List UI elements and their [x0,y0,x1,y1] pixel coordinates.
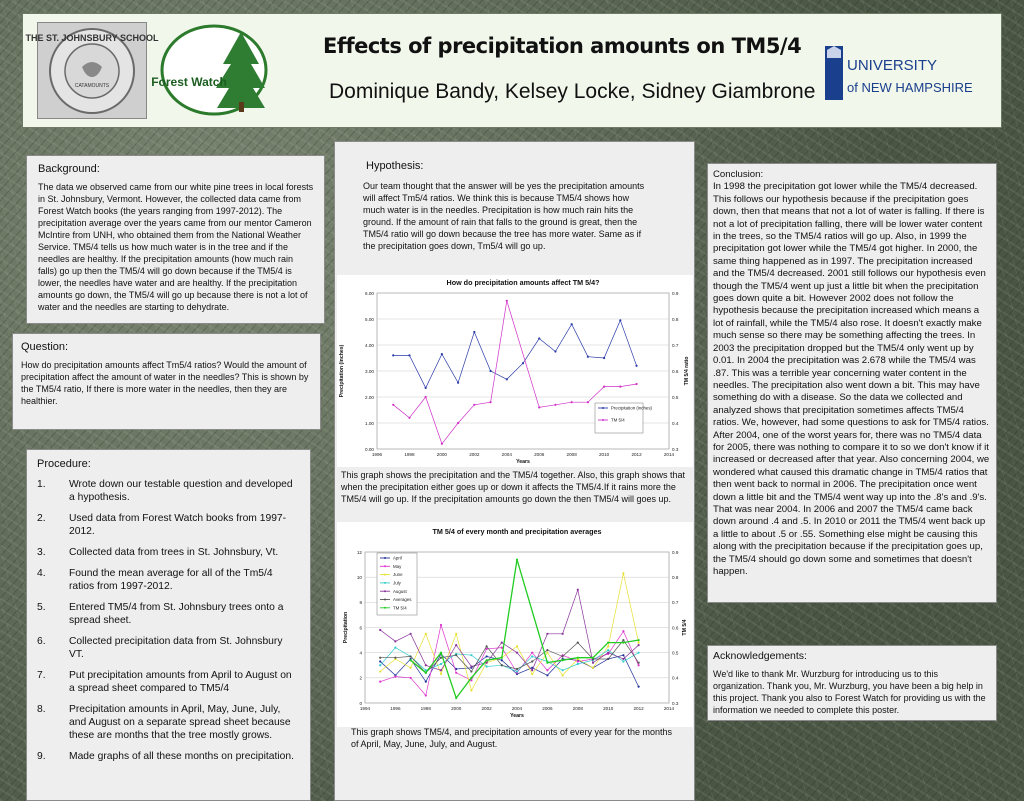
legend-marker [384,582,386,584]
unh-logo [823,42,973,104]
poster-authors: Dominique Bandy, Kelsey Locke, Sidney Giambrone [329,80,816,103]
conclusion-section [707,163,997,603]
y-tick-label: 0.00 [365,446,374,452]
legend-marker [384,607,386,609]
data-point [622,660,624,662]
x-tick-label: 2000 [451,706,462,711]
data-point [607,642,609,644]
legend-label: July [393,580,401,586]
y-tick-label: 6 [359,625,362,631]
x-tick-label: 2008 [566,452,577,457]
data-point [501,659,503,661]
data-point [577,657,579,659]
data-point [622,572,624,574]
y-tick-label: 5.00 [365,316,374,322]
x-tick-label: 2014 [663,452,675,457]
data-point [562,659,564,661]
procedure-step: 5. Entered TM5/4 from St. Johnsbury trees onto a spread sheet. [37,602,284,626]
data-point [470,677,472,679]
data-point [622,654,624,656]
legend-marker [384,590,386,592]
y2-tick-label: 0.6 [672,625,679,631]
data-point [425,387,427,389]
procedure-heading: Procedure: [37,458,91,470]
data-point [622,630,624,632]
y2-tick-label: 0.4 [672,420,679,426]
data-point [441,443,443,445]
legend-label: May [393,563,402,569]
y2-tick-label: 0.3 [672,446,679,452]
y-tick-label: 10 [356,574,362,580]
legend-label: Precipitation (inches) [611,405,652,411]
data-point [516,645,518,647]
procedure-step: 9. Made graphs of all these months on precipitation. [37,751,294,762]
data-point [546,662,548,664]
y-tick-label: 4 [359,650,362,656]
unh-top-text: UNIVERSITY [847,57,938,74]
x-tick-label: 2010 [598,452,610,457]
data-point [638,639,640,641]
data-point [379,681,381,683]
question-heading: Question: [21,341,69,353]
data-point [379,629,381,631]
data-point [470,654,472,656]
x-tick-label: 2012 [631,452,642,457]
data-point [408,354,410,356]
y2-axis-label: TM 5/4 ratio [684,356,690,386]
y2-axis-label: TM 5/4 [682,619,688,636]
data-point [425,672,427,674]
y2-tick-label: 0.8 [672,574,679,580]
data-point [410,655,412,657]
legend-marker [384,574,386,576]
data-point [489,370,491,372]
data-point [440,669,442,671]
hypothesis-text: Our team thought that the answer will be yes the precipitation amounts will affect Tm5/4 ratios. We think this is because TM5/4 shows how much water is in the needles. Precipitation is how much rain hits the ground. If the amount of rain that falls to the ground is great, then the TM5/4 ratio will go down because the tree has more water. Same as if the precipitation goes down, Tm5/4 will go up. [363,181,645,251]
data-point [425,694,427,696]
data-point [501,657,503,659]
x-tick-label: 2002 [481,706,492,711]
data-point [441,353,443,355]
chart2-caption: This graph shows TM5/4, and precipitation amounts of every year for the months of April, May, June, July, and August. [351,727,672,749]
data-point [562,674,564,676]
data-point [531,655,533,657]
y-tick-label: 4.00 [365,342,374,348]
forest-watch-text: Forest Watch [151,75,227,89]
data-point [501,642,503,644]
data-point [440,652,442,654]
data-point [470,689,472,691]
data-point [546,652,548,654]
data-point [592,657,594,659]
data-point [379,664,381,666]
conclusion-heading: Conclusion: [713,169,764,180]
chart1-caption: This graph shows the precipitation and the TM5/4 together. Also, this graph shows that when the precipitation either goes up or down it affects the TM5/4.If it rains more the TM5/4 will go up. If the precipitation amounts go down the then TM5/4 will goes up. [341,470,686,504]
y-axis-label: Precipitation (inches) [339,344,345,398]
acknowledgements-section [707,645,997,721]
y2-tick-label: 0.3 [672,700,679,706]
data-point [457,422,459,424]
data-point [546,633,548,635]
data-point [622,642,624,644]
procedure-step: 7. Put precipitation amounts from April to August on a spread sheet compared to TM5/4 [37,670,292,694]
data-point [457,382,459,384]
data-point [638,644,640,646]
data-point [531,673,533,675]
data-point [531,660,533,662]
legend-marker [602,407,604,409]
legend-label: April [393,555,402,561]
data-point [410,659,412,661]
data-point [554,350,556,352]
data-point [571,401,573,403]
x-axis-label: Years [510,713,524,719]
procedure-step: 6. Collected precipitation data from St. Johnsbury VT. [37,636,283,660]
x-tick-label: 2014 [663,706,675,711]
data-point [425,664,427,666]
y-axis-label: Precipitation [343,611,349,644]
y-tick-label: 8 [359,600,362,606]
data-point [607,658,609,660]
data-point [587,356,589,358]
y2-tick-label: 0.9 [672,549,679,555]
y2-tick-label: 0.7 [672,600,679,606]
x-tick-label: 2004 [501,452,512,457]
data-point [501,647,503,649]
data-point [410,677,412,679]
procedure-step: 3. Collected data from trees in St. Johnsbury, Vt. [37,547,279,558]
chart-title: How do precipitation amounts affect TM 5/4? [446,278,600,287]
data-point [473,404,475,406]
data-point [577,642,579,644]
data-point [394,640,396,642]
data-point [635,365,637,367]
data-point [394,647,396,649]
data-point [577,663,579,665]
legend-marker [384,565,386,567]
y2-tick-label: 0.4 [672,675,679,681]
data-point [546,649,548,651]
data-point [392,404,394,406]
y2-tick-label: 0.7 [672,342,679,348]
background-heading: Background: [38,163,100,175]
procedure-step: 4. Found the mean average for all of the Tm5/4 ratios from 1997-2012. [37,568,273,592]
data-point [394,675,396,677]
data-point [455,697,457,699]
legend-label: June [393,572,403,578]
data-point [408,417,410,419]
precip-tm54-chart [337,275,693,467]
data-point [546,669,548,671]
data-point [635,383,637,385]
seal-center-text: CATAMOUNTS [74,83,110,89]
data-point [486,645,488,647]
data-point [440,624,442,626]
legend-label: TM 5/4 [393,605,407,611]
data-point [489,401,491,403]
data-point [516,652,518,654]
hypothesis-section [334,141,695,801]
data-point [607,645,609,647]
y2-tick-label: 0.8 [672,316,679,322]
data-point [425,633,427,635]
data-point [622,639,624,641]
legend-label: TM 5/4 [611,417,625,423]
data-point [379,660,381,662]
data-point [516,558,518,560]
x-axis-label: Years [516,459,530,465]
x-tick-label: 2012 [633,706,644,711]
legend-label: August [393,588,407,594]
y-tick-label: 3.00 [365,368,374,374]
data-point [455,644,457,646]
monthly-tm54-chart [337,522,693,727]
data-point [577,660,579,662]
data-point [455,633,457,635]
data-point [470,670,472,672]
data-point [638,662,640,664]
legend-marker [384,557,386,559]
data-point [394,657,396,659]
data-point [410,667,412,669]
y2-tick-label: 0.9 [672,290,679,296]
legend-label: Averages [393,597,412,603]
data-point [577,589,579,591]
data-point [410,633,412,635]
x-tick-label: 2000 [436,452,448,457]
conclusion-text: In 1998 the precipitation got lower while the TM5/4 decreased. This follows our hypothesis because if the precipitation goes down, then that means that not a lot of water is falling. If there is not a lot of precipitation falling, there will be lower water content in the trees, so the TM5/4 ratios will go up. Also, in 1999 the precipitation got lower while the TM5/4 got higher. In 2000, the same thing happened as in 1997. The precipitation increased and the TM5/4 decreased. 2001 still follows our hypothesis even though the TM5/4 went up just a little bit when the precipitation goes down quite a bit. However 2002 does not follow the hypothesis because the precipitation increased which means a lot of rainfall, while the TM5/4 also rose. It doesn't exactly make much sense so there may be something affecting the trees. In 2003 the precipitation dropped but the TM5/4 only went up by 0.01. In 2004 the precipitation was 2.678 while the TM5/4 was .87. This was a terrible year concerning water content in the needles. The precipitation also went down a bit. This may have something do with a disease. So the data we collected and analyzed shows that precipitation sometimes affects TM5/4 ratios. We, however, had some questions to ask for TM5/4 ratios. After 2004, one of the worst years for, there was no TM5/4 data for 2005, there was nothing to compare it to so we don't know if it increased or decreased after that year. Also concerning 2004, we wondered what caused this dramatic change in TM5/4 ratios that then went back to normal in 2006. The precipitation once went down a little bit and the TM5/4 went way up into the .8's and .9's. That was near 2004. In 2006 and 2007 the TM5/4 came back down around .4 and .5. In 2010 or 2011 the TM5/4 went back up a little to about .5 or .55. Something else might be causing this along with the precipitation because if the precipitation goes up, the TM5/4 should go down some and sometimes that doesn't happen. [713,181,990,577]
hypothesis-heading: Hypothesis: [366,160,424,172]
data-point [538,406,540,408]
x-tick-label: 2010 [603,706,614,711]
x-tick-label: 2002 [469,452,480,457]
data-point [638,686,640,688]
data-point [603,386,605,388]
data-point [531,669,533,671]
data-point [607,652,609,654]
data-point [440,673,442,675]
legend-marker [602,419,604,421]
data-point [622,658,624,660]
poster-header [22,13,1002,128]
data-point [638,642,640,644]
x-tick-label: 2004 [511,706,523,711]
data-point [392,354,394,356]
data-point [538,337,540,339]
acknowledgements-heading: Acknowledgements: [713,650,807,662]
data-point [506,300,508,302]
y2-tick-label: 0.5 [672,394,679,400]
data-point [506,378,508,380]
procedure-step: 2. Used data from Forest Watch books from 1997-2012. [37,513,287,537]
x-tick-label: 1996 [371,452,383,457]
question-section [12,333,321,430]
data-point [562,655,564,657]
data-point [571,323,573,325]
data-point [619,386,621,388]
data-point [455,654,457,656]
seal-text: THE ST. JOHNSBURY SCHOOL [25,33,159,43]
poster-title: Effects of precipitation amounts on TM5/4 [323,34,802,58]
x-tick-label: 2006 [542,706,553,711]
y-tick-label: 6.00 [365,290,374,296]
data-point [592,667,594,669]
data-point [440,663,442,665]
data-point [501,664,503,666]
data-point [470,665,472,667]
data-point [562,669,564,671]
x-tick-label: 2008 [572,706,583,711]
x-tick-label: 1998 [420,706,431,711]
data-point [516,668,518,670]
acknowledgements-text: We'd like to thank Mr. Wurzburg for introducing us to this organization. Thank you, Mr. Wurzburg, you have been a big help in this project. Thank you also to Forest Watch for providing us with the information we needed to complete this poster. [713,669,986,716]
data-point [486,655,488,657]
data-point [607,649,609,651]
data-point [554,404,556,406]
data-point [486,659,488,661]
question-text: How do precipitation amounts affect Tm5/4 ratios? Would the amount of precipitation affect the amount of water in the needles? This is shown by the TM5/4 ratio, If there is more water in the needles, then they are healthier. [21,360,309,406]
x-tick-label: 1998 [404,452,415,457]
data-point [516,670,518,672]
forest-watch-logo [151,24,271,116]
data-point [379,670,381,672]
data-point [619,319,621,321]
data-point [473,331,475,333]
data-point [592,662,594,664]
y-tick-label: 1.00 [365,420,374,426]
data-point [522,362,524,364]
y2-tick-label: 0.5 [672,650,679,656]
y-tick-label: 2 [359,675,362,681]
data-point [603,357,605,359]
chart-title: TM 5/4 of every month and precipitation averages [432,527,602,536]
data-point [455,672,457,674]
y2-tick-label: 0.6 [672,368,679,374]
school-seal-logo [25,22,159,119]
data-point [531,652,533,654]
data-point [379,657,381,659]
data-point [425,396,427,398]
data-point [425,681,427,683]
procedure-step: 1. Wrote down our testable question and developed a hypothesis. [37,479,293,503]
legend-marker [384,599,386,601]
x-tick-label: 1994 [359,706,371,711]
procedure-list [37,478,300,763]
data-point [486,665,488,667]
data-point [587,401,589,403]
data-point [562,633,564,635]
x-tick-label: 1996 [390,706,401,711]
y-tick-label: 0 [359,700,362,706]
unh-bottom-text: of NEW HAMPSHIRE [847,80,973,95]
background-section [26,155,325,324]
y-tick-label: 12 [356,549,362,555]
data-point [638,652,640,654]
x-tick-label: 2006 [534,452,545,457]
data-point [638,664,640,666]
background-text: The data we observed came from our white pine trees in local forests in St. Johnsbury, Vermont. However, the collected data came from Forest Watch books (the years ranging from 1997-2012). The precipitation average over the years came from our mentor Cameron McIntire from UNH, who obtained them from the National Weather Service. TM5/4 tells us how much water is in the tree and if the needles are healthy. If the precipitation amounts (how much rain falls) go up then the TM5/4 will go down because if the TM5/4 is lower, the needles have water and are healthy. If the precipitation amounts go down, the TM5/4 will go up because there is not a lot of water and the needles are starting to dehydrate. [38,182,314,312]
data-point [546,674,548,676]
procedure-step: 8. Precipitation amounts in April, May, June, July, and August on a separate spread sheet because these are months that the tree mostly grows. [37,704,291,741]
y-tick-label: 2.00 [365,394,374,400]
procedure-section [26,449,311,801]
